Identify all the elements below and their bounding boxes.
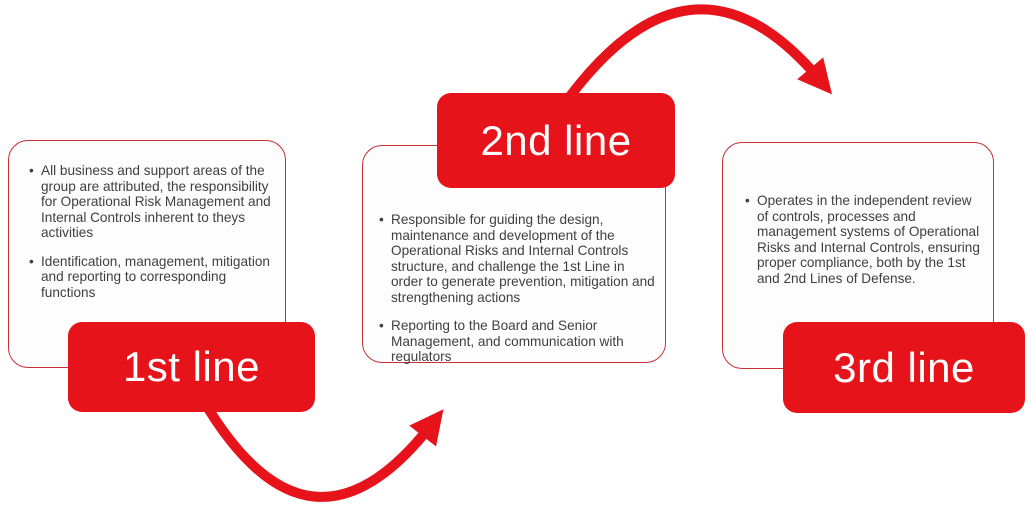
bullet-text: All business and support areas of the group are attributed, the responsibility for Operational Risk Management and Internal Controls inherent to theys activities — [41, 163, 271, 240]
label-2nd-line: 2nd line — [437, 93, 675, 188]
bullet-text: Responsible for guiding the design, maintenance and development of the Operational Risks and Internal Controls structure, and challenge the 1st Line in order to generate prevention, mitigation and strengthening actions — [391, 212, 655, 305]
bullet-dot: • — [29, 253, 34, 269]
label-1st-line: 1st line — [68, 322, 315, 412]
bullet-item — [379, 318, 657, 365]
curved-arrow-1st-to-2nd — [203, 400, 432, 497]
bullet-text: Identification, management, mitigation and reporting to corresponding functions — [41, 253, 270, 300]
bullet-dot: • — [29, 163, 34, 178]
bullet-dot: • — [379, 212, 384, 227]
bullet-text: Reporting to the Board and Senior Management, and communication with regulators — [391, 318, 624, 364]
bullet-dot: • — [379, 318, 384, 333]
bullet-dot: • — [745, 193, 750, 208]
bullet-item — [29, 163, 273, 241]
bullet-text: Operates in the independent review of controls, processes and management systems of Operational Risks and Internal Controls, ensuring proper compliance, both by the 1st and 2nd Lines of Defense. — [757, 193, 980, 286]
label-3rd-line: 3rd line — [783, 322, 1025, 413]
bullet-item — [29, 254, 273, 301]
bullet-item — [379, 212, 657, 305]
bullet-item — [745, 193, 985, 286]
